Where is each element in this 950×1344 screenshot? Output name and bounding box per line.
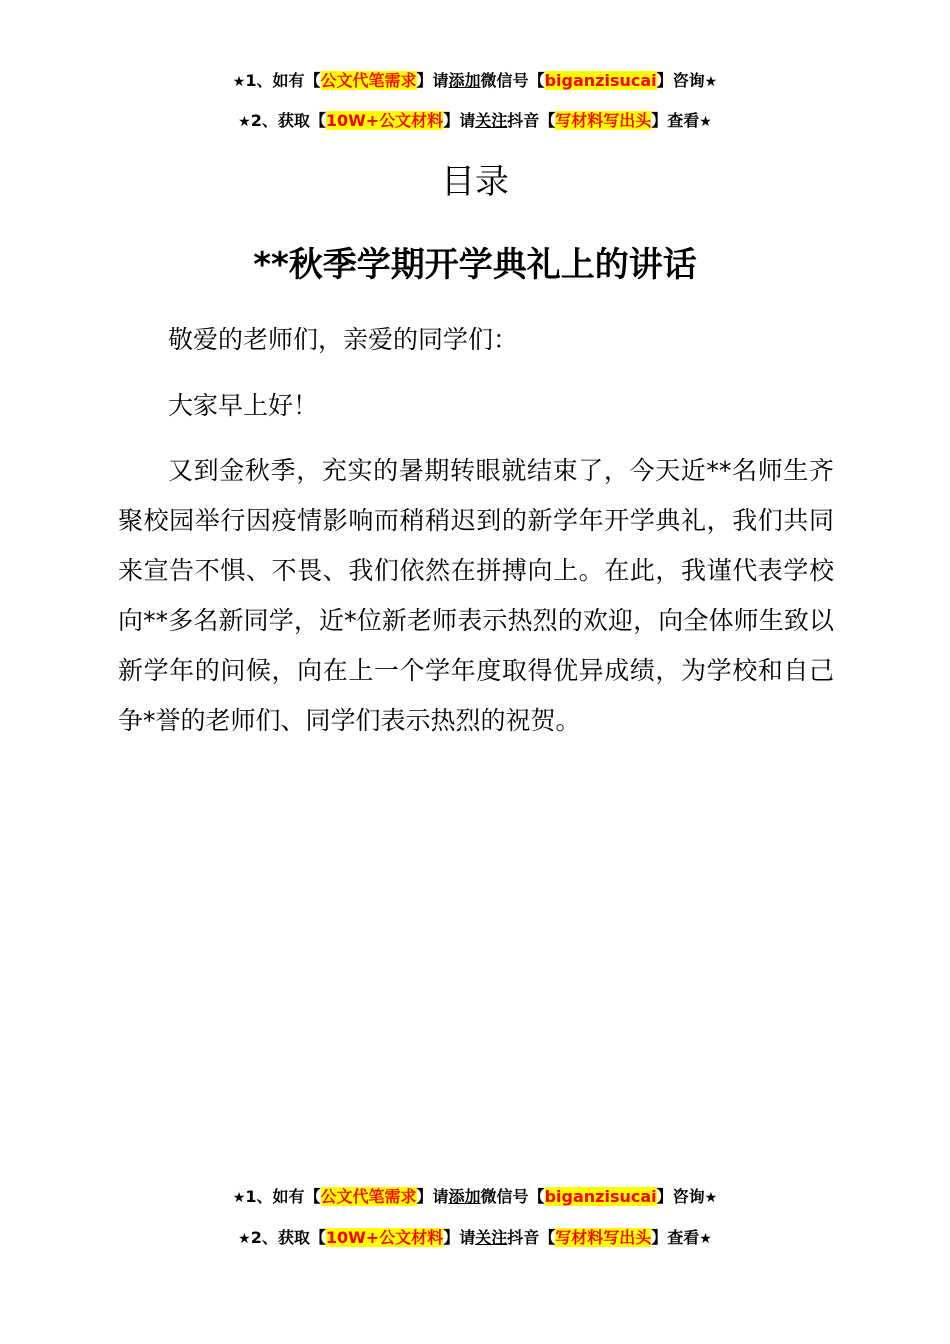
promo-text: 微信号【: [480, 71, 545, 90]
promo-highlight: biganzisucai: [544, 71, 657, 90]
salutation: 敬爱的老师们，亲爱的同学们：: [168, 325, 519, 354]
promo-highlight: 公文代笔需求: [320, 71, 417, 90]
promo-highlight: biganzisucai: [544, 1187, 657, 1206]
star-icon: ★: [232, 74, 246, 90]
promo-underlined: 关注: [475, 1228, 508, 1247]
promo-text: 抖音【: [507, 111, 556, 130]
promo-underlined: 关注: [475, 111, 508, 130]
promo-text: 】请: [416, 71, 449, 90]
promo-underlined: 添加: [448, 71, 481, 90]
star-icon: ★: [704, 1190, 718, 1206]
document-title: **秋季学期开学典礼上的讲话: [253, 245, 697, 285]
star-icon: ★: [238, 1231, 251, 1247]
promo-highlight: 10W+公文材料: [325, 111, 444, 130]
promo-text: 】查看: [651, 111, 700, 130]
promo-text: 】查看: [651, 1228, 700, 1247]
body-paragraph: 又到金秋季，充实的暑期转眼就结束了，今天近**名师生齐聚校园举行因疫情影响而稍稍迟到的新学年开学典礼，我们共同来宣告不惧、不畏、我们依然在拼搏向上。在此，我谨代表学校向**多名新同学，近*位新老师表示热烈的欢迎，向全体师生致以新学年的问候，向在上一个学年度取得优异成绩，为学校和自己争*誉的老师们、同学们表示热烈的祝贺。: [118, 456, 834, 735]
star-icon: ★: [699, 1231, 712, 1247]
promo-text: 微信号【: [480, 1187, 545, 1206]
promo-highlight: 写材料写出头: [555, 1228, 652, 1247]
footer-promo-line-1: [0, 1187, 950, 1208]
promo-underlined: 添加: [448, 1187, 481, 1206]
header-promo-line-2: [0, 111, 950, 132]
promo-text: 2、获取【: [250, 111, 326, 130]
star-icon: ★: [238, 114, 251, 130]
star-icon: ★: [699, 114, 712, 130]
promo-highlight: 公文代笔需求: [320, 1187, 417, 1206]
promo-text: 】请: [443, 1228, 476, 1247]
promo-text: 】咨询: [656, 1187, 705, 1206]
toc-title: 目录: [441, 162, 509, 202]
promo-text: 】咨询: [656, 71, 705, 90]
promo-highlight: 10W+公文材料: [325, 1228, 444, 1247]
promo-text: 抖音【: [507, 1228, 556, 1247]
greeting: 大家早上好！: [168, 391, 319, 420]
header-promo-line-1: [0, 71, 950, 92]
promo-text: 1、如有【: [245, 71, 321, 90]
promo-text: 】请: [443, 111, 476, 130]
promo-text: 】请: [416, 1187, 449, 1206]
promo-text: 2、获取【: [250, 1228, 326, 1247]
star-icon: ★: [704, 74, 718, 90]
promo-highlight: 写材料写出头: [555, 111, 652, 130]
footer-promo-line-2: [0, 1228, 950, 1249]
promo-text: 1、如有【: [245, 1187, 321, 1206]
star-icon: ★: [232, 1190, 246, 1206]
